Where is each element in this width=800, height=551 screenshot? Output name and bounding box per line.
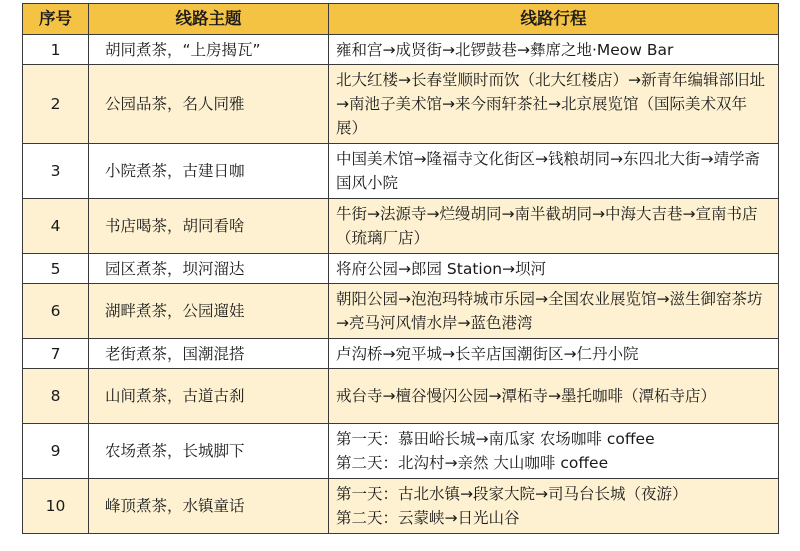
table-row bbox=[23, 144, 779, 199]
route-line: 第二天：北沟村→亲然 大山咖啡 coffee bbox=[336, 454, 609, 472]
row-number: 6 bbox=[23, 284, 89, 339]
table-row bbox=[23, 284, 779, 339]
table-body bbox=[23, 35, 779, 534]
row-number: 2 bbox=[23, 65, 89, 144]
row-route bbox=[329, 144, 779, 199]
row-route bbox=[329, 479, 779, 534]
route-line: 卢沟桥→宛平城→长辛店国潮街区→仁丹小院 bbox=[336, 344, 639, 363]
route-line: 第一天：古北水镇→段家大院→司马台长城（夜游） bbox=[336, 485, 688, 503]
row-theme: 农场煮茶，长城脚下 bbox=[89, 424, 329, 479]
row-theme: 湖畔煮茶，公园遛娃 bbox=[89, 284, 329, 339]
table-row bbox=[23, 479, 779, 534]
route-line: 将府公园→郎园 Station→坝河 bbox=[336, 259, 547, 278]
header-row bbox=[23, 4, 779, 35]
table-header bbox=[23, 4, 779, 35]
row-theme: 小院煮茶，古建日咖 bbox=[89, 144, 329, 199]
table-row bbox=[23, 35, 779, 65]
route-line: 朝阳公园→泡泡玛特城市乐园→全国农业展览馆→滋生御窑茶坊→亮马河风情水岸→蓝色港湾 bbox=[336, 290, 763, 332]
route-line: 第一天：慕田峪长城→南瓜家 农场咖啡 coffee bbox=[336, 430, 655, 448]
table-row bbox=[23, 199, 779, 254]
table-row bbox=[23, 254, 779, 284]
row-number: 8 bbox=[23, 369, 89, 424]
table-row bbox=[23, 424, 779, 479]
row-route bbox=[329, 424, 779, 479]
route-line: 戒台寺→檀谷慢闪公园→潭柘寺→墨托咖啡（潭柘寺店） bbox=[336, 387, 716, 405]
route-line: 牛街→法源寺→烂缦胡同→南半截胡同→中海大吉巷→宣南书店（琉璃厂店） bbox=[336, 205, 758, 247]
route-line: 中国美术馆→隆福寺文化街区→钱粮胡同→东四北大街→靖学斋国风小院 bbox=[336, 150, 760, 192]
route-table-container bbox=[22, 3, 779, 534]
row-number: 4 bbox=[23, 199, 89, 254]
row-route bbox=[329, 35, 779, 65]
row-route bbox=[329, 339, 779, 369]
header-number: 序号 bbox=[23, 4, 89, 35]
row-theme: 公园品茶，名人同雅 bbox=[89, 65, 329, 144]
route-table bbox=[22, 3, 779, 534]
table-row bbox=[23, 339, 779, 369]
row-theme: 老街煮茶，国潮混搭 bbox=[89, 339, 329, 369]
route-line: 北大红楼→长春堂顺时而饮（北大红楼店）→新青年编辑部旧址→南池子美术馆→来今雨轩茶社→北京展览馆（国际美术双年展） bbox=[336, 71, 765, 137]
row-route bbox=[329, 65, 779, 144]
row-number: 7 bbox=[23, 339, 89, 369]
row-theme: 山间煮茶，古道古刹 bbox=[89, 369, 329, 424]
row-route bbox=[329, 199, 779, 254]
header-theme: 线路主题 bbox=[89, 4, 329, 35]
route-line: 第二天：云蒙峡→日光山谷 bbox=[336, 509, 520, 527]
row-route bbox=[329, 284, 779, 339]
row-number: 9 bbox=[23, 424, 89, 479]
row-number: 3 bbox=[23, 144, 89, 199]
route-line: 雍和宫→成贤街→北锣鼓巷→彝席之地·Meow Bar bbox=[336, 40, 674, 59]
header-route: 线路行程 bbox=[329, 4, 779, 35]
row-route bbox=[329, 254, 779, 284]
row-number: 10 bbox=[23, 479, 89, 534]
row-number: 1 bbox=[23, 35, 89, 65]
row-theme: 胡同煮茶，“上房揭瓦” bbox=[89, 35, 329, 65]
row-theme: 书店喝茶，胡同看啥 bbox=[89, 199, 329, 254]
row-number: 5 bbox=[23, 254, 89, 284]
row-theme: 峰顶煮茶，水镇童话 bbox=[89, 479, 329, 534]
table-row bbox=[23, 369, 779, 424]
row-route bbox=[329, 369, 779, 424]
table-row bbox=[23, 65, 779, 144]
row-theme: 园区煮茶，坝河溜达 bbox=[89, 254, 329, 284]
